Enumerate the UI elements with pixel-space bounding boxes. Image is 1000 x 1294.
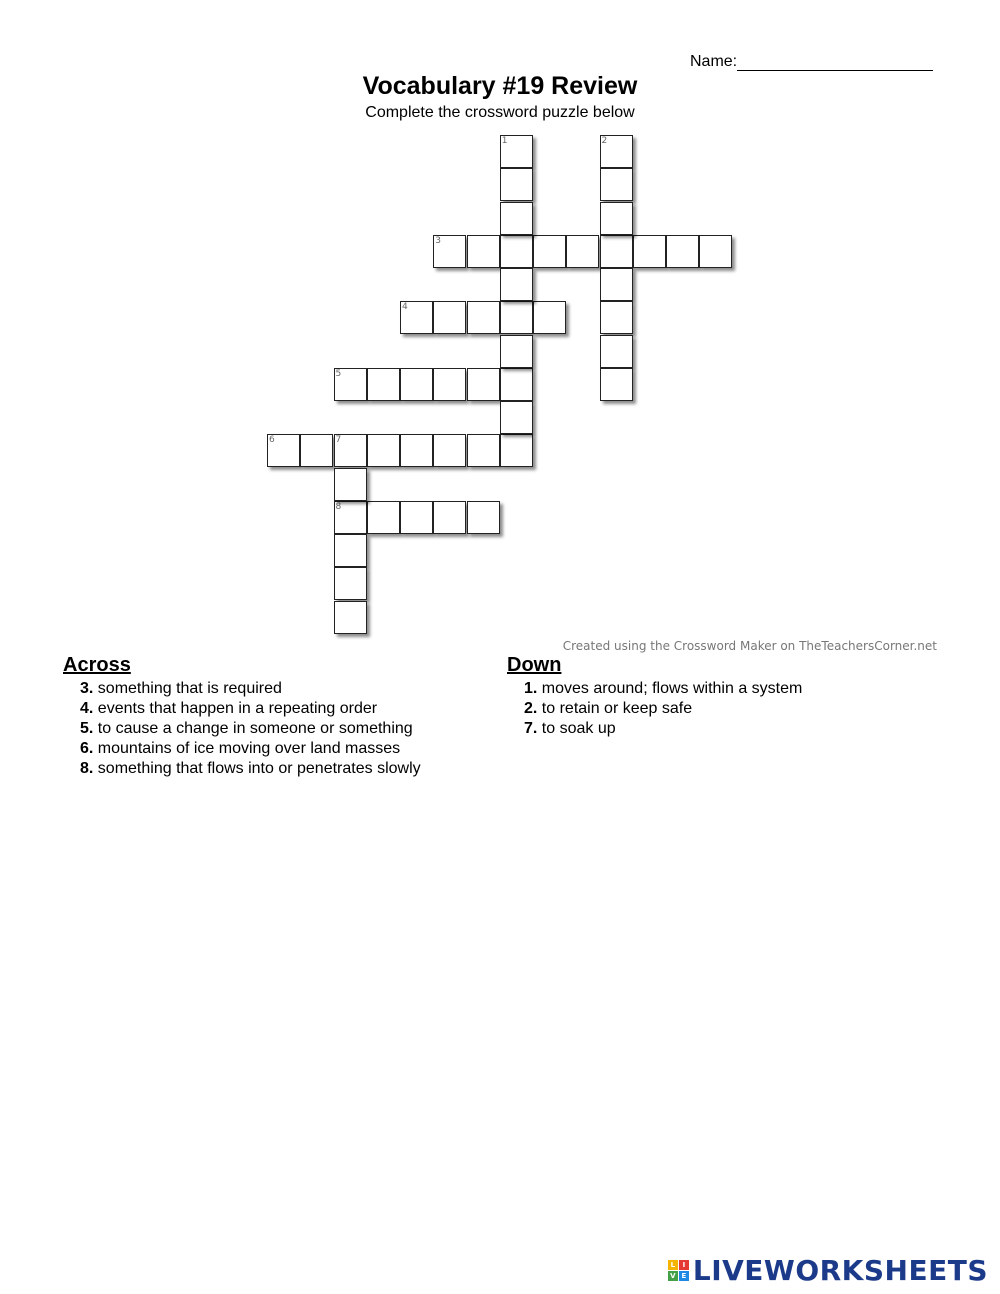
crossword-cell[interactable] [334,601,367,634]
crossword-cell[interactable] [400,301,433,334]
crossword-cell[interactable] [566,235,599,268]
page-title: Vocabulary #19 Review [362,72,638,100]
crossword-cell[interactable] [500,301,533,334]
cell-number: 4 [402,302,408,313]
crossword-cell[interactable] [500,235,533,268]
crossword-cell[interactable] [699,235,732,268]
crossword-cell[interactable] [500,434,533,467]
cell-number: 1 [501,136,508,146]
clue-across-8: 8. something that flows into or penetrates slowly [80,760,421,777]
liveworksheets-logo [668,1254,988,1287]
crossword-cell[interactable] [500,368,533,401]
cell-number: 3 [435,235,442,246]
crossword-cell[interactable] [500,202,533,235]
crossword-cell[interactable] [666,235,699,268]
crossword-cell[interactable] [500,135,533,168]
down-heading: Down [507,654,562,676]
crossword-cell[interactable] [600,135,633,168]
logo-icon-v: V [668,1271,678,1281]
crossword-cell[interactable] [367,434,400,467]
crossword-cell[interactable] [334,534,367,567]
crossword-cell[interactable] [334,567,367,600]
across-clues [63,654,421,779]
crossword-cell[interactable] [467,301,500,334]
crossword-cell[interactable] [600,368,633,401]
cell-number: 7 [335,435,342,446]
crossword-cell[interactable] [533,235,566,268]
crossword-cell[interactable] [433,501,466,534]
crossword-cell[interactable] [467,235,500,268]
logo-icon-e: E [679,1271,689,1281]
clue-down-7: 7. to soak up [524,720,616,737]
crossword-cell[interactable] [400,368,433,401]
crossword-cell[interactable] [433,235,466,268]
crossword-cell[interactable] [400,434,433,467]
crossword-cell[interactable] [334,368,367,401]
logo-icon [668,1260,689,1281]
clue-down-2: 2. to retain or keep safe [524,700,693,717]
logo-icon-l: L [668,1260,678,1270]
crossword-cell[interactable] [600,235,633,268]
crossword-cell[interactable] [600,168,633,201]
page-subtitle: Complete the crossword puzzle below [365,104,635,121]
crossword-cell[interactable] [367,501,400,534]
crossword-cell[interactable] [467,434,500,467]
logo-text: LIVEWORKSHEETS [692,1254,988,1287]
crossword-cell[interactable] [500,335,533,368]
crossword-cell[interactable] [300,434,333,467]
cell-number: 6 [269,435,275,446]
across-heading: Across [63,654,131,676]
name-label: Name: [690,53,738,70]
crossword-cell[interactable] [500,401,533,434]
crossword-cell[interactable] [433,368,466,401]
cell-number: 2 [601,136,608,146]
down-clues [507,654,802,739]
crossword-cell[interactable] [600,268,633,301]
clue-across-5: 5. to cause a change in someone or something [80,720,413,737]
credit-text: Created using the Crossword Maker on TheTeachersCorner.net [562,639,937,653]
crossword-cell[interactable] [600,335,633,368]
crossword-cell[interactable] [433,434,466,467]
crossword-cell[interactable] [600,301,633,334]
clue-across-4: 4. events that happen in a repeating order [80,700,378,717]
crossword-cell[interactable] [467,501,500,534]
crossword-cell[interactable] [433,301,466,334]
crossword-cell[interactable] [367,368,400,401]
crossword-cell[interactable] [334,501,367,534]
cell-number: 8 [335,501,342,512]
logo-icon-i: I [679,1260,689,1270]
crossword-cell[interactable] [400,501,433,534]
crossword-cell[interactable] [500,168,533,201]
crossword-cell[interactable] [467,368,500,401]
clue-across-3: 3. something that is required [80,680,282,697]
crossword-cell[interactable] [600,202,633,235]
cell-number: 5 [335,368,342,379]
crossword-cell[interactable] [500,268,533,301]
crossword-cell[interactable] [633,235,666,268]
crossword-cell[interactable] [267,434,300,467]
clue-across-6: 6. mountains of ice moving over land masses [80,740,401,757]
crossword-cell[interactable] [533,301,566,334]
crossword-cell[interactable] [334,434,367,467]
clue-down-1: 1. moves around; flows within a system [524,680,803,697]
crossword-cell[interactable] [334,468,367,501]
